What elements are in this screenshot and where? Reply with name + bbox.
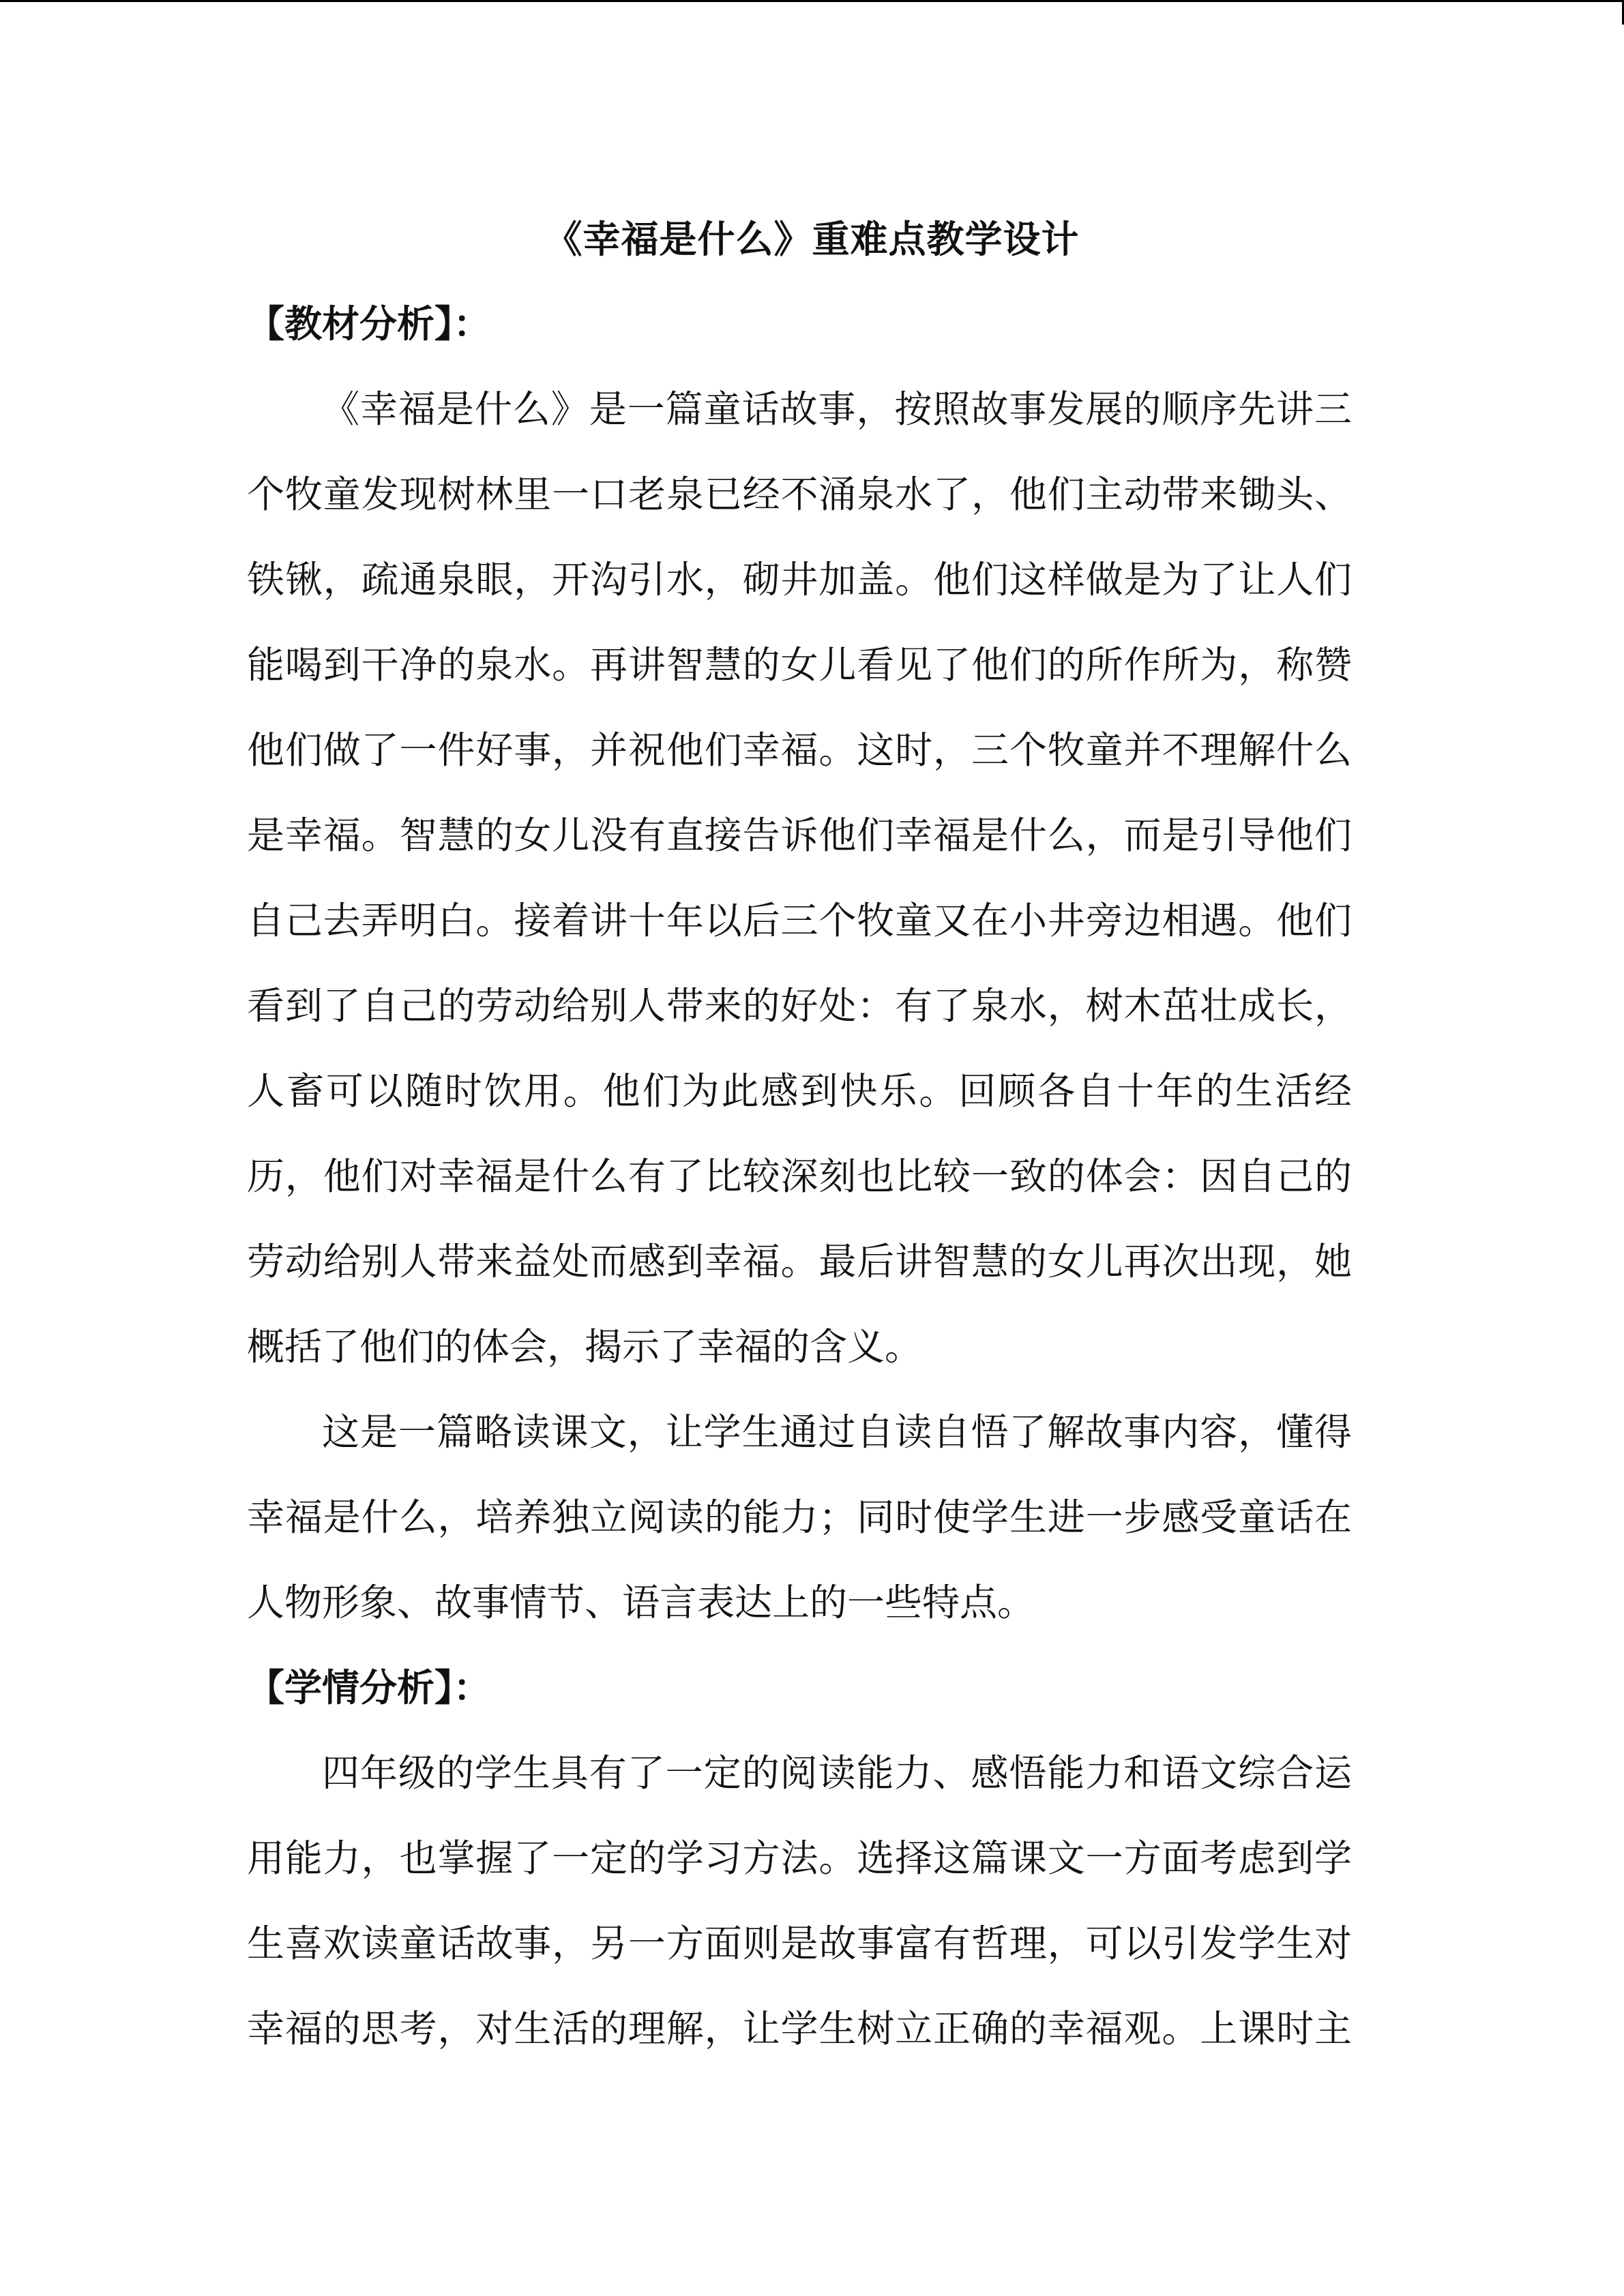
paragraph-line: 这是一篇略读课文，让学生通过自读自悟了解故事内容，懂得: [322, 1410, 1352, 1454]
paragraph-line: 概括了他们的体会，揭示了幸福的含义。: [247, 1325, 923, 1369]
paragraph-line: 劳动给别人带来益处而感到幸福。最后讲智慧的女儿再次出现，她: [247, 1240, 1352, 1283]
paragraph-line: 人畜可以随时饮用。他们为此感到快乐。回顾各自十年的生活经: [247, 1069, 1352, 1113]
paragraph-line: 能喝到干净的泉水。再讲智慧的女儿看见了他们的所作所为，称赞: [247, 643, 1352, 687]
paragraph-line: 看到了自己的劳动给别人带来的好处：有了泉水，树木茁壮成长，: [247, 984, 1352, 1028]
document-title: 《幸福是什么》重难点教学设计: [544, 217, 1080, 261]
paragraph-line: 他们做了一件好事，并祝他们幸福。这时，三个牧童并不理解什么: [247, 728, 1352, 772]
section-heading-textbook-analysis: 【教材分析】：: [247, 301, 491, 346]
section-heading-student-analysis: 【学情分析】：: [247, 1665, 491, 1710]
paragraph-line: 是幸福。智慧的女儿没有直接告诉他们幸福是什么，而是引导他们: [247, 814, 1352, 857]
paragraph-line: 个牧童发现树林里一口老泉已经不涌泉水了，他们主动带来锄头、: [247, 473, 1352, 516]
paragraph-line: 历，他们对幸福是什么有了比较深刻也比较一致的体会：因自己的: [247, 1154, 1352, 1198]
paragraph-line: 幸福是什么，培养独立阅读的能力；同时使学生进一步感受童话在: [247, 1495, 1352, 1539]
paragraph-line: 幸福的思考，对生活的理解，让学生树立正确的幸福观。上课时主: [247, 2007, 1352, 2051]
paragraph-line: 用能力，也掌握了一定的学习方法。选择这篇课文一方面考虑到学: [247, 1836, 1352, 1880]
paragraph-line: 人物形象、故事情节、语言表达上的一些特点。: [247, 1581, 1035, 1624]
paragraph-line: 铁锹，疏通泉眼，开沟引水，砌井加盖。他们这样做是为了让人们: [247, 558, 1352, 601]
paragraph-line: 自己去弄明白。接着讲十年以后三个牧童又在小井旁边相遇。他们: [247, 899, 1352, 942]
page-top-border: [0, 0, 1624, 2]
paragraph-line: 《幸福是什么》是一篇童话故事，按照故事发展的顺序先讲三: [322, 387, 1352, 431]
paragraph-line: 四年级的学生具有了一定的阅读能力、感悟能力和语文综合运: [322, 1751, 1352, 1795]
paragraph-line: 生喜欢读童话故事，另一方面则是故事富有哲理，可以引发学生对: [247, 1922, 1352, 1965]
